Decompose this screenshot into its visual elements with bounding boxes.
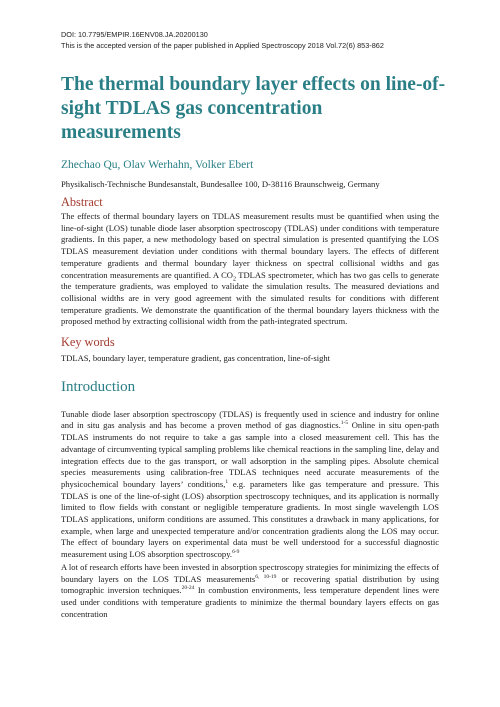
subscript: 2	[232, 276, 236, 283]
abstract-heading: Abstract	[61, 195, 103, 209]
citation: 6, 10-19	[255, 573, 277, 580]
citation: 6-9	[232, 549, 240, 556]
introduction-paragraph-1: Tunable diode laser absorption spectroscopy (TDLAS) is frequently used in science and industry for online and in situ gas analysis and has become a proven method of gas diagnostics.$^{1-5}$ Online in situ open-path TDLAS instruments do not require to take a gas sample into a closed measurement cell. This has the advantage of circumventing typical sampling problems like chemical reactions in the sampling line, delay and integration effects due to the gas transport, or wall adsorption in the sampling pipes. Absolute chemical species measurements using calibration-free TDLAS techniques need accurate measurements of the physicochemical boundary layers’ conditions,$^1$ e.g. parameters like gas temperature and pressure. This TDLAS is one of the line-of-sight (LOS) absorption spectroscopy techniques, and its application is normally limited to flow fields with constant or negligible temperature gradients. In most single wavelength LOS TDLAS applications, uniform conditions are assumed. This constitutes a drawback in many applications, for example, when large and unexpected temperature and/or concentration gradients along the LOS may occur. The effect of boundary layers on experimental data must be well understood for a successful diagnostic measurement using LOS absorption spectroscopy.$^{6-9}$	[61, 408, 439, 560]
abstract-text: The effects of thermal boundary layers on TDLAS measurement results must be quantified when using the line-of-sight (LOS) tunable diode laser absorption spectroscopy (TDLAS) under conditions with temperature gradients. In this paper, a new methodology based on spectral simulation is presented quantifying the LOS TDLAS measurement deviation under conditions with thermal boundary layers. The effects of different temperature gradients and thermal boundary layer thickness on spectral collisional widths and gas concentration measurements are quantified. A $CO_2$ TDLAS spectrometer, which has two gas cells to generate the temperature gradients, was employed to validate the simulation results. The measured deviations and collisional widths are in very good agreement with the simulated results for conditions with different temperature gradients. We demonstrate the quantification of the thermal boundary layers thickness with the proposed method by extracting collisional width from the path-integrated spectrum.	[61, 211, 439, 327]
keywords-heading: Key words	[61, 335, 115, 350]
affiliation: Physikalisch-Technische Bundesanstalt, Bundesallee 100, D-38116 Braunschweig, Germany	[61, 179, 380, 189]
introduction-paragraph-2: A lot of research efforts have been invested in absorption spectroscopy strategies for minimizing the effects of boundary layers on the LOS TDLAS measurements$^{6, 10-19}$ or recovering spatial distribution by using tomographic inversion techniques.$^{20-24}$ In combustion environments, less temperature dependent lines were used under conditions with temperature gradients to minimize the thermal boundary layers effects on gas concentration	[61, 561, 440, 619]
introduction-heading: Introduction	[61, 378, 136, 395]
author-list: Zhechao Qu, Olav Werhahn, Volker Ebert	[61, 159, 254, 171]
paper-title: The thermal boundary layer effects on line-of-sight TDLAS gas concentration measurements	[61, 74, 446, 143]
citation: 20-24	[181, 585, 195, 592]
publication-note: This is the accepted version of the paper published in Applied Spectroscopy 2018 Vol.72(6) 853-862	[61, 40, 384, 50]
citation: 1	[225, 479, 229, 486]
doi-line: DOI: 10.7795/EMPIR.16ENV08.JA.20200130	[61, 30, 208, 39]
keywords-text: TDLAS, boundary layer, temperature gradient, gas concentration, line-of-sight	[61, 353, 331, 364]
citation: 1-5	[340, 420, 349, 427]
